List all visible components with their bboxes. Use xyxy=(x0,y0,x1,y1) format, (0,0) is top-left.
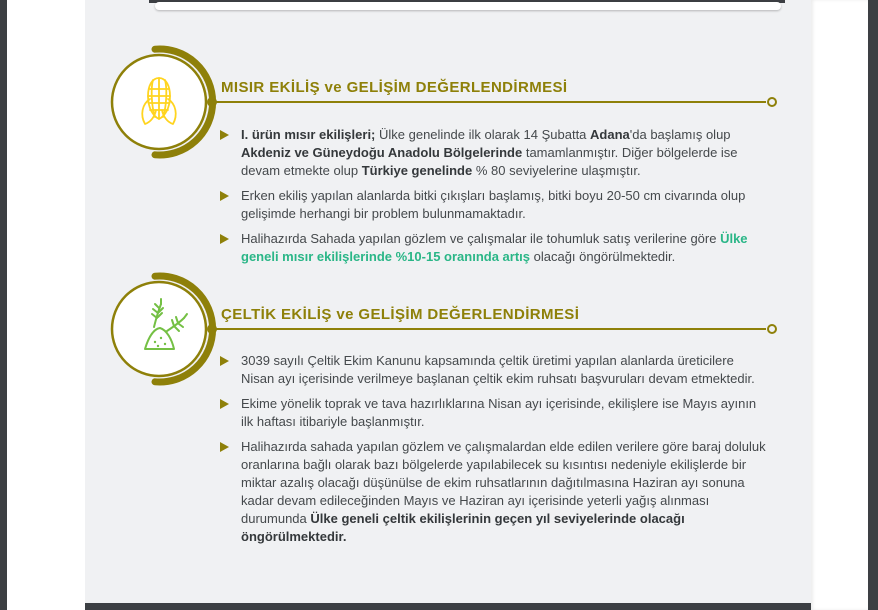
bullet-item xyxy=(220,230,768,266)
bullet-list-misir xyxy=(220,126,768,273)
rice-emblem xyxy=(101,271,217,387)
bullet-item xyxy=(220,438,768,546)
report-slide-page xyxy=(85,0,811,603)
bullet-text: Erken ekiliş yapılan alanlarda bitki çıkışları başlamış, bitki boyu 20-50 cm civarında olup gelişimde herhangi bir problem bulunmamaktadır. xyxy=(241,188,746,221)
bullet-triangle-icon xyxy=(220,130,229,140)
section-rule xyxy=(212,328,766,330)
bullet-text: I. ürün mısır ekilişleri; Ülke genelinde ilk olarak 14 Şubatta Adana'da başlamış olup Akdeniz ve Güneydoğu Anadolu Bölgelerinde tamamlanmıştır. Diğer bölgelerde ise devam etmekte olup Türkiye genelinde % 80 seviyelerine ulaşmıştır. xyxy=(241,127,738,178)
section-title-celtik: ÇELTİK EKİLİŞ ve GELİŞİM DEĞERLENDİRMESİ xyxy=(221,306,580,323)
rule-end-circle-icon xyxy=(767,324,777,334)
bullet-text: Ekime yönelik toprak ve tava hazırlıklarına Nisan ayı içerisinde, ekilişlere ise Mayıs ayının ilk haftası itibariyle başlanmıştır. xyxy=(241,396,757,429)
bullet-text: 3039 sayılı Çeltik Ekim Kanunu kapsamında çeltik üretimi yapılan alanlarda üreticilere Nisan ayı içerisinde verilmeye başlanan çeltik ekim ruhsatı başvuruları devam etmektedir. xyxy=(241,353,755,386)
bullet-item xyxy=(220,395,768,431)
bullet-list-celtik xyxy=(220,352,768,553)
bullet-text: Halihazırda sahada yapılan gözlem ve çalışmalardan elde edilen verilere göre baraj doluluk oranlarına bağlı olarak bazı bölgelerde yapılabilecek su kısıntısı nedeniyle ekilişlerde bir miktar azalış olacağı düşünülse de ekim ruhsatlarının dağıtılmasına Haziran ayı sonuna kadar devam edileceğinden Mayıs ve Haziran ayı içerisinde yeterli yağış alınması durumunda Ülke geneli çeltik ekilişlerinin geçen yıl seviyelerinde olacağı öngörülmektedir. xyxy=(241,439,766,544)
section-title-misir: MISIR EKİLİŞ ve GELİŞİM DEĞERLENDİRMESİ xyxy=(221,79,568,96)
bullet-item xyxy=(220,187,768,223)
bullet-text: Halihazırda Sahada yapılan gözlem ve çalışmalar ile tohumluk satış verilerine göre Ülke geneli mısır ekilişlerinde %10-15 oranında artış olacağı öngörülmektedir. xyxy=(241,231,748,264)
bullet-item xyxy=(220,352,768,388)
rice-emblem-graphic xyxy=(101,271,217,387)
bullet-triangle-icon xyxy=(220,442,229,452)
bullet-triangle-icon xyxy=(220,234,229,244)
bullet-triangle-icon xyxy=(220,356,229,366)
top-decorative-bar xyxy=(155,2,781,10)
page-right-margin xyxy=(811,0,868,610)
bullet-triangle-icon xyxy=(220,399,229,409)
rule-end-circle-icon xyxy=(767,97,777,107)
bullet-item xyxy=(220,126,768,180)
corn-emblem xyxy=(101,44,217,160)
bullet-triangle-icon xyxy=(220,191,229,201)
page-left-margin xyxy=(7,0,85,610)
section-rule xyxy=(212,101,766,103)
corn-emblem-graphic xyxy=(101,44,217,160)
